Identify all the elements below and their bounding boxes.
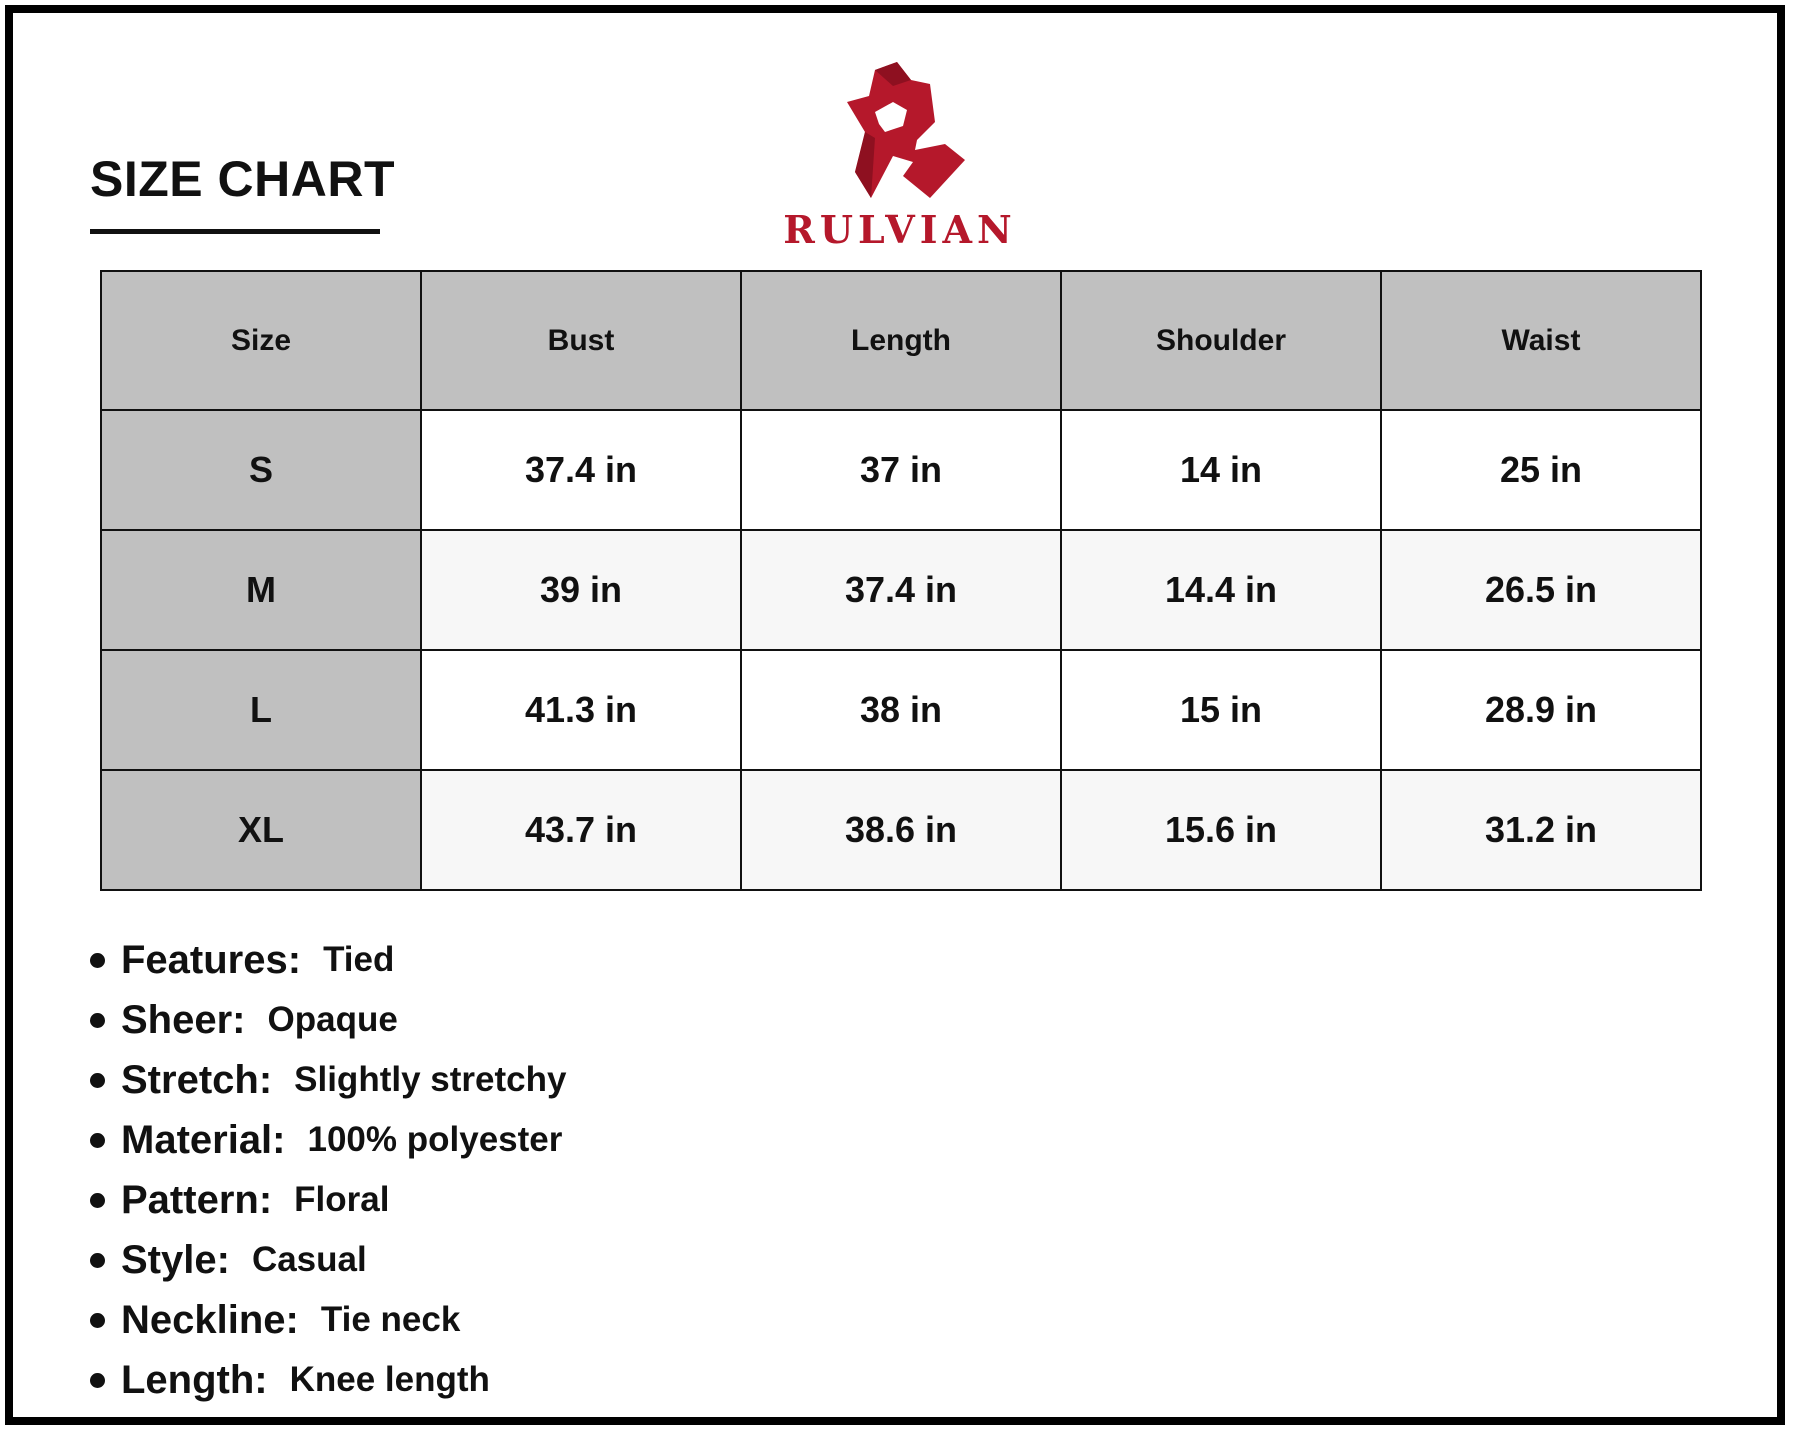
table-row <box>101 410 1701 530</box>
page-title: SIZE CHART <box>90 151 395 207</box>
list-item <box>90 1350 566 1410</box>
column-header: Size <box>101 271 421 410</box>
table-cell: 15.6 in <box>1061 770 1381 890</box>
spec-key: Pattern: <box>121 1177 273 1222</box>
list-item <box>90 1110 566 1170</box>
table-row <box>101 650 1701 770</box>
table-cell: 15 in <box>1061 650 1381 770</box>
table-cell: 37 in <box>741 410 1061 530</box>
bullet-icon <box>90 1073 105 1088</box>
spec-value: Casual <box>251 1240 367 1279</box>
size-label-cell: M <box>101 530 421 650</box>
bullet-icon <box>90 953 105 968</box>
spec-value: Slightly stretchy <box>294 1060 567 1099</box>
table-cell: 25 in <box>1381 410 1701 530</box>
spec-value: Tie neck <box>320 1300 461 1339</box>
size-table <box>100 270 1702 891</box>
size-label-cell: XL <box>101 770 421 890</box>
table-cell: 39 in <box>421 530 741 650</box>
spec-key: Length: <box>121 1357 268 1402</box>
spec-key: Stretch: <box>121 1057 273 1102</box>
brand-logo <box>780 62 1020 252</box>
table-cell: 28.9 in <box>1381 650 1701 770</box>
spec-value: Floral <box>294 1180 390 1219</box>
spec-list <box>90 930 566 1410</box>
table-cell: 41.3 in <box>421 650 741 770</box>
table-cell: 14 in <box>1061 410 1381 530</box>
column-header: Shoulder <box>1061 271 1381 410</box>
list-item <box>90 1170 566 1230</box>
list-item <box>90 990 566 1050</box>
bullet-icon <box>90 1013 105 1028</box>
size-label-cell: S <box>101 410 421 530</box>
spec-key: Material: <box>121 1117 286 1162</box>
spec-value: Opaque <box>267 1000 398 1039</box>
column-header: Length <box>741 271 1061 410</box>
column-header: Bust <box>421 271 741 410</box>
spec-key: Features: <box>121 937 302 982</box>
list-item <box>90 930 566 990</box>
list-item <box>90 1290 566 1350</box>
bullet-icon <box>90 1313 105 1328</box>
brand-r-icon <box>835 62 965 198</box>
table-cell: 37.4 in <box>741 530 1061 650</box>
spec-key: Style: <box>121 1237 230 1282</box>
list-item <box>90 1230 566 1290</box>
table-cell: 37.4 in <box>421 410 741 530</box>
spec-key: Sheer: <box>121 997 246 1042</box>
bullet-icon <box>90 1373 105 1388</box>
table-cell: 31.2 in <box>1381 770 1701 890</box>
table-cell: 26.5 in <box>1381 530 1701 650</box>
table-cell: 43.7 in <box>421 770 741 890</box>
table-row <box>101 530 1701 650</box>
title-underline <box>90 229 380 234</box>
brand-name: RULVIAN <box>783 207 1017 252</box>
spec-value: Tied <box>323 940 395 979</box>
table-cell: 14.4 in <box>1061 530 1381 650</box>
column-header: Waist <box>1381 271 1701 410</box>
bullet-icon <box>90 1133 105 1148</box>
table-row <box>101 770 1701 890</box>
spec-value: Knee length <box>289 1360 490 1399</box>
table-cell: 38.6 in <box>741 770 1061 890</box>
bullet-icon <box>90 1193 105 1208</box>
bullet-icon <box>90 1253 105 1268</box>
size-label-cell: L <box>101 650 421 770</box>
spec-key: Neckline: <box>121 1297 299 1342</box>
spec-value: 100% polyester <box>307 1120 563 1159</box>
table-cell: 38 in <box>741 650 1061 770</box>
list-item <box>90 1050 566 1110</box>
table-header-row <box>101 271 1701 410</box>
